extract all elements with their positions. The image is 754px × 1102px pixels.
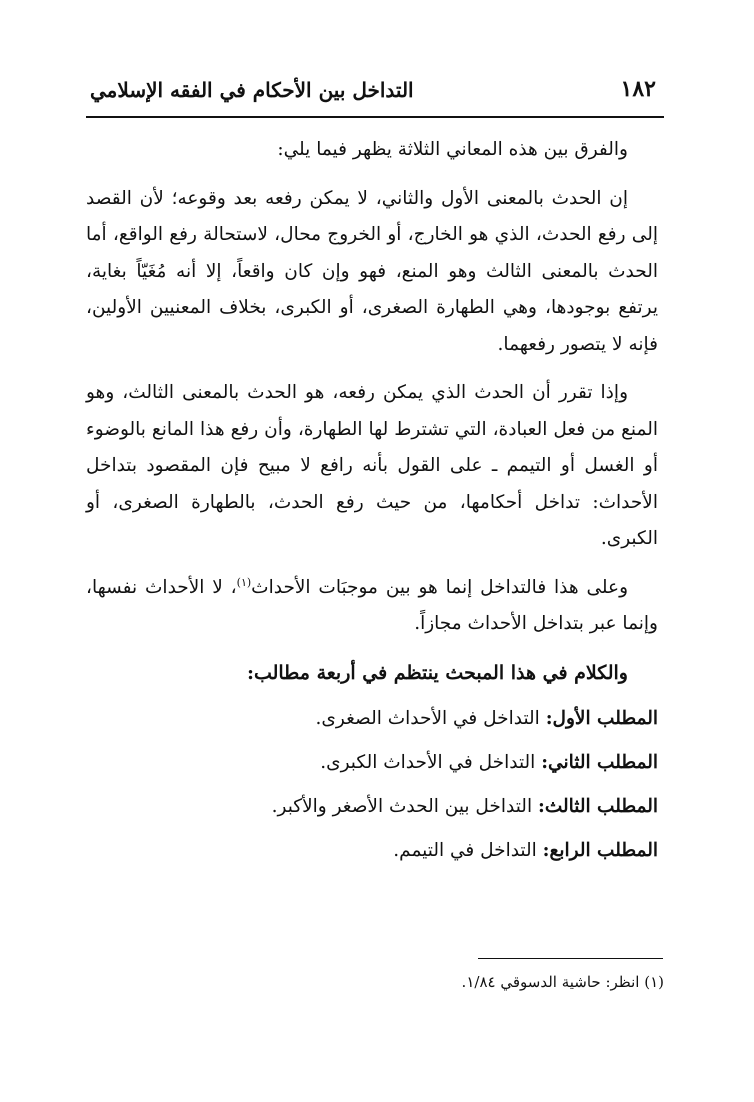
section-label: المطلب الثاني: [541,752,658,773]
running-title: التداخل بين الأحكام في الفقه الإسلامي [90,78,414,102]
page-header [86,76,664,118]
section-label: المطلب الرابع: [542,840,658,861]
sections-list [86,697,658,873]
paragraph-conclusion [86,570,658,643]
paragraph-intro: والفرق بين هذه المعاني الثلاثة يظهر فيما يلي: [277,139,628,160]
section-title: التداخل في التيمم. [393,840,537,861]
footnote-text: انظر: حاشية الدسوقي ١/٨٤. [461,973,640,991]
section-title: التداخل بين الحدث الأصغر والأكبر. [271,796,533,817]
footnote-divider [478,958,663,959]
section-item [86,829,658,873]
paragraph-conclusion-end: ، لا الأحداث نفسها، وإنما عبر بتداخل الأحداث مجازاً. [86,576,658,634]
page-number: ١٨٢ [620,76,656,102]
section-title: التداخل في الأحداث الكبرى. [320,752,536,773]
paragraph-conclusion-start: وعلى هذا فالتداخل إنما هو بين موجبَات الأحداث [251,576,629,598]
section-label: المطلب الثالث: [537,796,658,817]
paragraph-difference: إن الحدث بالمعنى الأول والثاني، لا يمكن رفعه بعد وقوعه؛ لأن القصد إلى رفع الحدث، الذي هو الخارج، أو الخروج محال، لاستحالة رفع الواقع، أما الحدث بالمعنى الثالث وهو المنع، فهو وإن كان واقعاً، إلا أنه مُغَيّاً بغاية، يرتفع بوجودها، وهي الطهارة الصغرى، أو الكبرى، بخلاف المعنيين الأولين، فإنه لا يتصور رفعهما. [86,187,658,355]
page-body [86,132,658,873]
section-item [86,697,658,741]
sections-heading: والكلام في هذا المبحث ينتظم في أربعة مطالب: [246,661,628,684]
section-item [86,741,658,785]
section-item [86,785,658,829]
paragraph-removable-hadath: وإذا تقرر أن الحدث الذي يمكن رفعه، هو الحدث بالمعنى الثالث، وهو المنع من فعل العبادة، التي تشترط لها الطهارة، وأن رفع هذا المانع بالوضوء أو الغسل أو التيمم ـ على القول بأنه رافع لا مبيح فإن المقصود بتداخل الأحداث: تداخل أحكامها، من حيث رفع الحدث، بالطهارة الصغرى، أو الكبرى. [86,382,658,549]
section-label: المطلب الأول: [545,708,658,729]
footnote [86,968,664,996]
section-title: التداخل في الأحداث الصغرى. [315,708,540,729]
footnote-marker: (١) [644,973,664,991]
footnote-reference[interactable]: (١) [236,575,252,589]
